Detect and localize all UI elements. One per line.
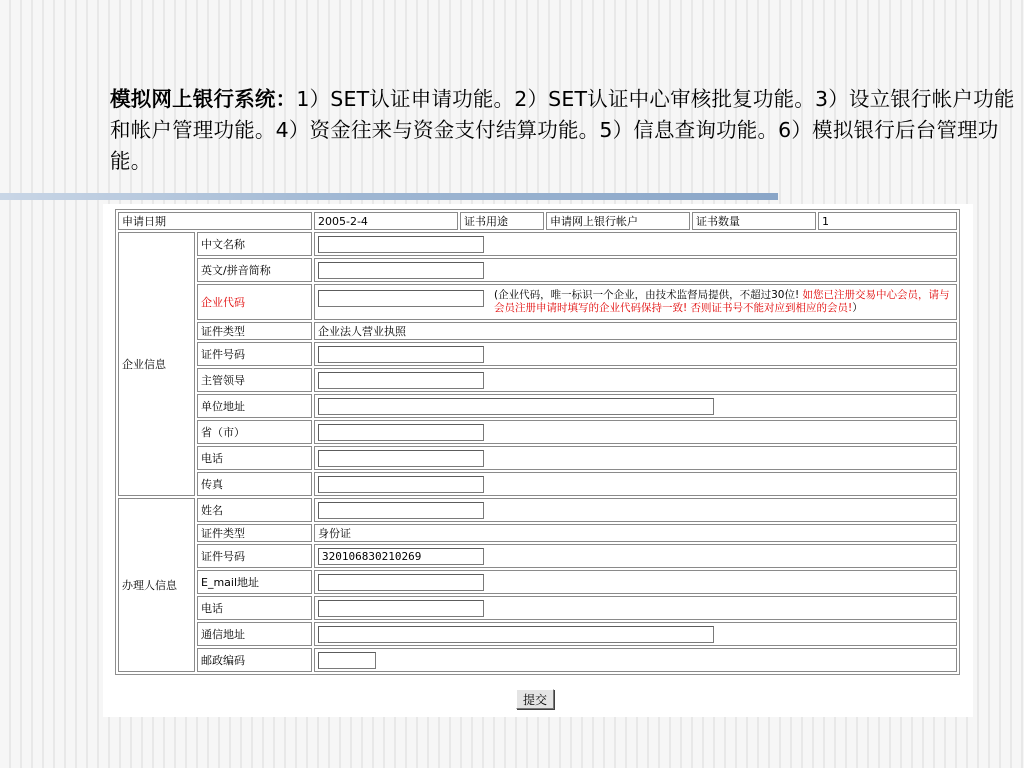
agent-id-no-label: 证件号码 (197, 544, 312, 568)
application-table (115, 209, 960, 675)
divider-bar (0, 193, 778, 200)
agent-phone-label: 电话 (197, 596, 312, 620)
supervisor-input[interactable] (318, 372, 484, 389)
enterprise-phone-input[interactable] (318, 450, 484, 467)
en-name-input[interactable] (318, 262, 484, 279)
fax-label: 传真 (197, 472, 312, 496)
agent-name-label: 姓名 (197, 498, 312, 522)
agent-id-type-label: 证件类型 (197, 524, 312, 542)
email-input[interactable] (318, 574, 484, 591)
date-value: 2005-2-4 (314, 212, 458, 230)
agent-section-label: 办理人信息 (118, 498, 195, 672)
en-name-label: 英文/拼音简称 (197, 258, 312, 282)
province-input[interactable] (318, 424, 484, 441)
province-label: 省（市） (197, 420, 312, 444)
date-label: 申请日期 (118, 212, 312, 230)
count-label: 证书数量 (692, 212, 816, 230)
enterprise-id-no-input[interactable] (318, 346, 484, 363)
enterprise-phone-label: 电话 (197, 446, 312, 470)
mail-address-label: 通信地址 (197, 622, 312, 646)
agent-id-no-input[interactable] (318, 548, 484, 565)
cn-name-label: 中文名称 (197, 232, 312, 256)
agent-name-input[interactable] (318, 502, 484, 519)
enterprise-section-label: 企业信息 (118, 232, 195, 496)
unit-address-input[interactable] (318, 398, 714, 415)
count-value: 1 (818, 212, 957, 230)
header-row (118, 212, 957, 230)
enterprise-code-input[interactable] (318, 290, 484, 307)
enterprise-id-type-label: 证件类型 (197, 322, 312, 340)
heading-title: 模拟网上银行系统： (110, 87, 297, 111)
supervisor-label: 主管领导 (197, 368, 312, 392)
unit-address-label: 单位地址 (197, 394, 312, 418)
certificate-application-form (103, 204, 973, 717)
agent-id-type-value: 身份证 (314, 524, 957, 542)
purpose-value: 申请网上银行帐户 (546, 212, 690, 230)
enterprise-id-no-label: 证件号码 (197, 342, 312, 366)
code-hint-text: (企业代码，唯一标识一个企业，由技术监督局提供，不超过30位! (494, 289, 800, 301)
postcode-input[interactable] (318, 652, 376, 669)
code-hint-warning: 如您已注册交易中心会员，请与会员注册申请时填写的企业代码保持一致! 否则证书号不能对应到相应的会员! (494, 289, 950, 314)
email-label: E_mail地址 (197, 570, 312, 594)
cn-name-input[interactable] (318, 236, 484, 253)
enterprise-code-label: 企业代码 (197, 284, 312, 320)
code-hint-close: ） (852, 302, 863, 314)
enterprise-code-hint (494, 289, 953, 315)
submit-button[interactable]: 提交 (516, 689, 554, 709)
heading-body: 1）SET认证申请功能。2）SET认证中心审核批复功能。3）设立银行帐户功能和帐户管理功能。4）资金往来与资金支付结算功能。5）信息查询功能。6）模拟银行后台管理功能。 (110, 87, 1015, 173)
enterprise-id-type-value: 企业法人营业执照 (314, 322, 957, 340)
slide-heading (110, 84, 1015, 177)
mail-address-input[interactable] (318, 626, 714, 643)
agent-phone-input[interactable] (318, 600, 484, 617)
purpose-label: 证书用途 (460, 212, 544, 230)
fax-input[interactable] (318, 476, 484, 493)
postcode-label: 邮政编码 (197, 648, 312, 672)
